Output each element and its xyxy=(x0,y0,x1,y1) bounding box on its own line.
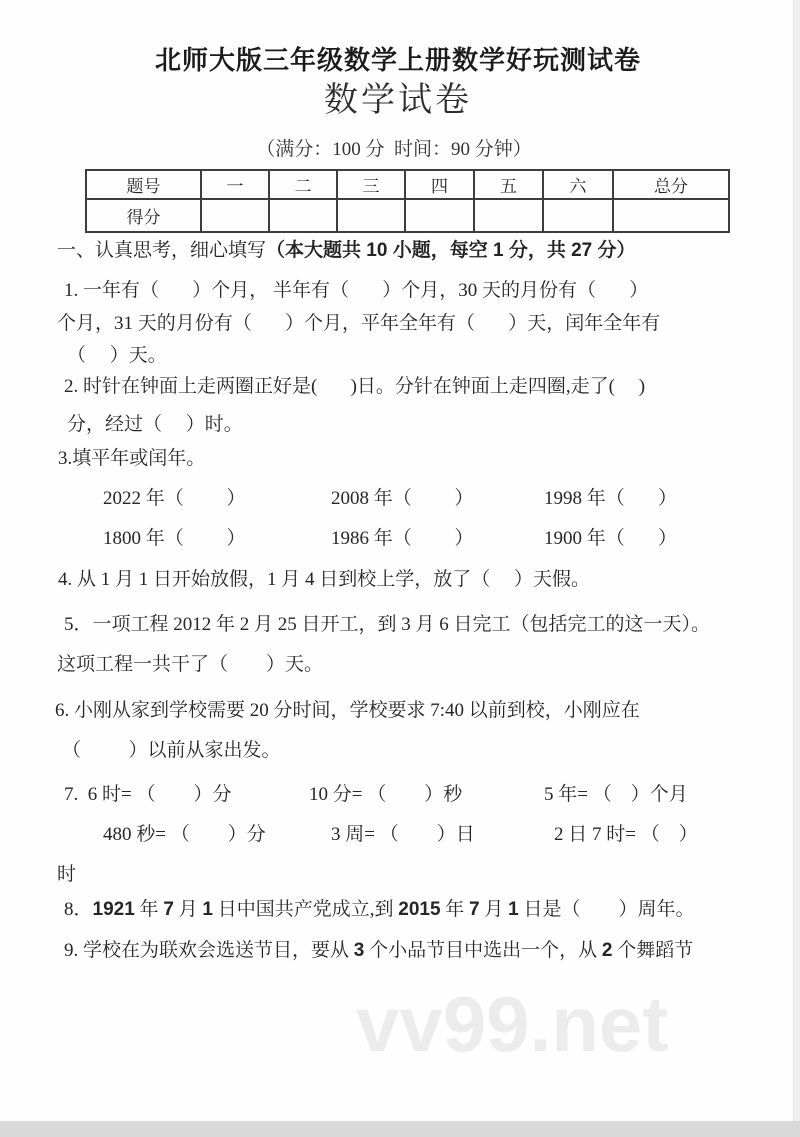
score-cell xyxy=(405,199,474,232)
question-3-row-1 xyxy=(0,486,800,511)
question-2-line-2: 分，经过（ ）时。 xyxy=(67,414,243,435)
question-3-row-2 xyxy=(0,526,800,551)
score-cell xyxy=(613,199,729,232)
question-3-item: 1800 年（ ） xyxy=(103,528,246,549)
question-3-item: 1986 年（ ） xyxy=(331,528,474,549)
question-7-row-1 xyxy=(0,782,800,807)
question-4-line-1: 4. 从 1 月 1 日开始放假，1 月 4 日到校上学，放了（ ）天假。 xyxy=(58,569,591,590)
score-table xyxy=(85,169,730,233)
score-cell xyxy=(201,199,269,232)
question-7-item: 10 分= （ ）秒 xyxy=(309,784,463,805)
question-7-item: 2 日 7 时= （ ） xyxy=(554,824,698,845)
score-table-header-cell: 一 xyxy=(201,170,269,199)
score-cell xyxy=(269,199,337,232)
question-1-line-1: 1. 一年有（ ）个月， 半年有（ ）个月，30 天的月份有（ ） xyxy=(64,280,649,301)
score-table-header-cell: 六 xyxy=(543,170,613,199)
exam-info-line: （满分：100 分 时间：90 分钟） xyxy=(256,139,532,160)
score-table-score-row xyxy=(86,199,729,232)
watermark: vv99.net xyxy=(356,980,669,1068)
question-3-item: 1900 年（ ） xyxy=(544,528,678,549)
question-7-item: 3 周= （ ）日 xyxy=(331,824,475,845)
question-8-line-1: 8．1921 年 7 月 1 日中国共产党成立,到 2015 年 7 月 1 日是（ ）周年。 xyxy=(64,899,695,920)
question-3-item: 2022 年（ ） xyxy=(103,488,246,509)
score-table-header-cell: 二 xyxy=(269,170,337,199)
question-5-line-2: 这项工程一共干了（ ）天。 xyxy=(57,654,324,675)
question-7-continuation: 时 xyxy=(57,864,77,885)
question-2-line-1: 2. 时针在钟面上走两圈正好是( )日。分针在钟面上走四圈,走了( ) xyxy=(64,376,646,397)
section-1-heading: 一、认真思考，细心填写（本大题共 10 小题，每空 1 分，共 27 分） xyxy=(57,240,636,261)
score-table-header-row xyxy=(86,170,729,199)
question-1-line-3: （ ）天。 xyxy=(67,345,167,366)
question-6-line-1: 6. 小刚从家到学校需要 20 分时间，学校要求 7:40 以前到校，小刚应在 xyxy=(55,700,640,721)
question-7-row-2 xyxy=(0,822,800,847)
question-3-intro: 3.填平年或闰年。 xyxy=(58,448,206,469)
page-right-edge xyxy=(793,0,800,1121)
question-3-item: 1998 年（ ） xyxy=(544,488,678,509)
score-cell xyxy=(474,199,543,232)
question-3-item: 2008 年（ ） xyxy=(331,488,474,509)
score-table-header-cell: 题号 xyxy=(86,170,201,199)
question-6-line-2: （ ）以前从家出发。 xyxy=(62,740,281,761)
question-9-line-1: 9. 学校在为联欢会选送节目，要从 3 个小品节目中选出一个，从 2 个舞蹈节 xyxy=(64,940,694,961)
question-7-item: 7. 6 时= （ ）分 xyxy=(64,784,232,805)
paper-title: 北师大版三年级数学上册数学好玩测试卷 xyxy=(154,45,641,75)
score-table-header-cell: 总分 xyxy=(613,170,729,199)
score-table-header-cell: 五 xyxy=(474,170,543,199)
score-cell xyxy=(337,199,405,232)
page-bottom-edge xyxy=(0,1121,800,1137)
question-7-item: 480 秒= （ ）分 xyxy=(103,824,266,845)
question-1-line-2: 个月，31 天的月份有（ ）个月，平年全年有（ ）天，闰年全年有 xyxy=(57,313,661,334)
paper-subtitle: 数学试卷 xyxy=(324,82,472,119)
score-table-header-cell: 四 xyxy=(405,170,474,199)
question-7-item: 5 年= （ ）个月 xyxy=(544,784,688,805)
score-cell xyxy=(543,199,613,232)
score-table-header-cell: 三 xyxy=(337,170,405,199)
score-row-label: 得分 xyxy=(86,199,201,232)
question-5-line-1: 5．一项工程 2012 年 2 月 25 日开工，到 3 月 6 日完工（包括完工的这一天）。 xyxy=(64,614,711,635)
